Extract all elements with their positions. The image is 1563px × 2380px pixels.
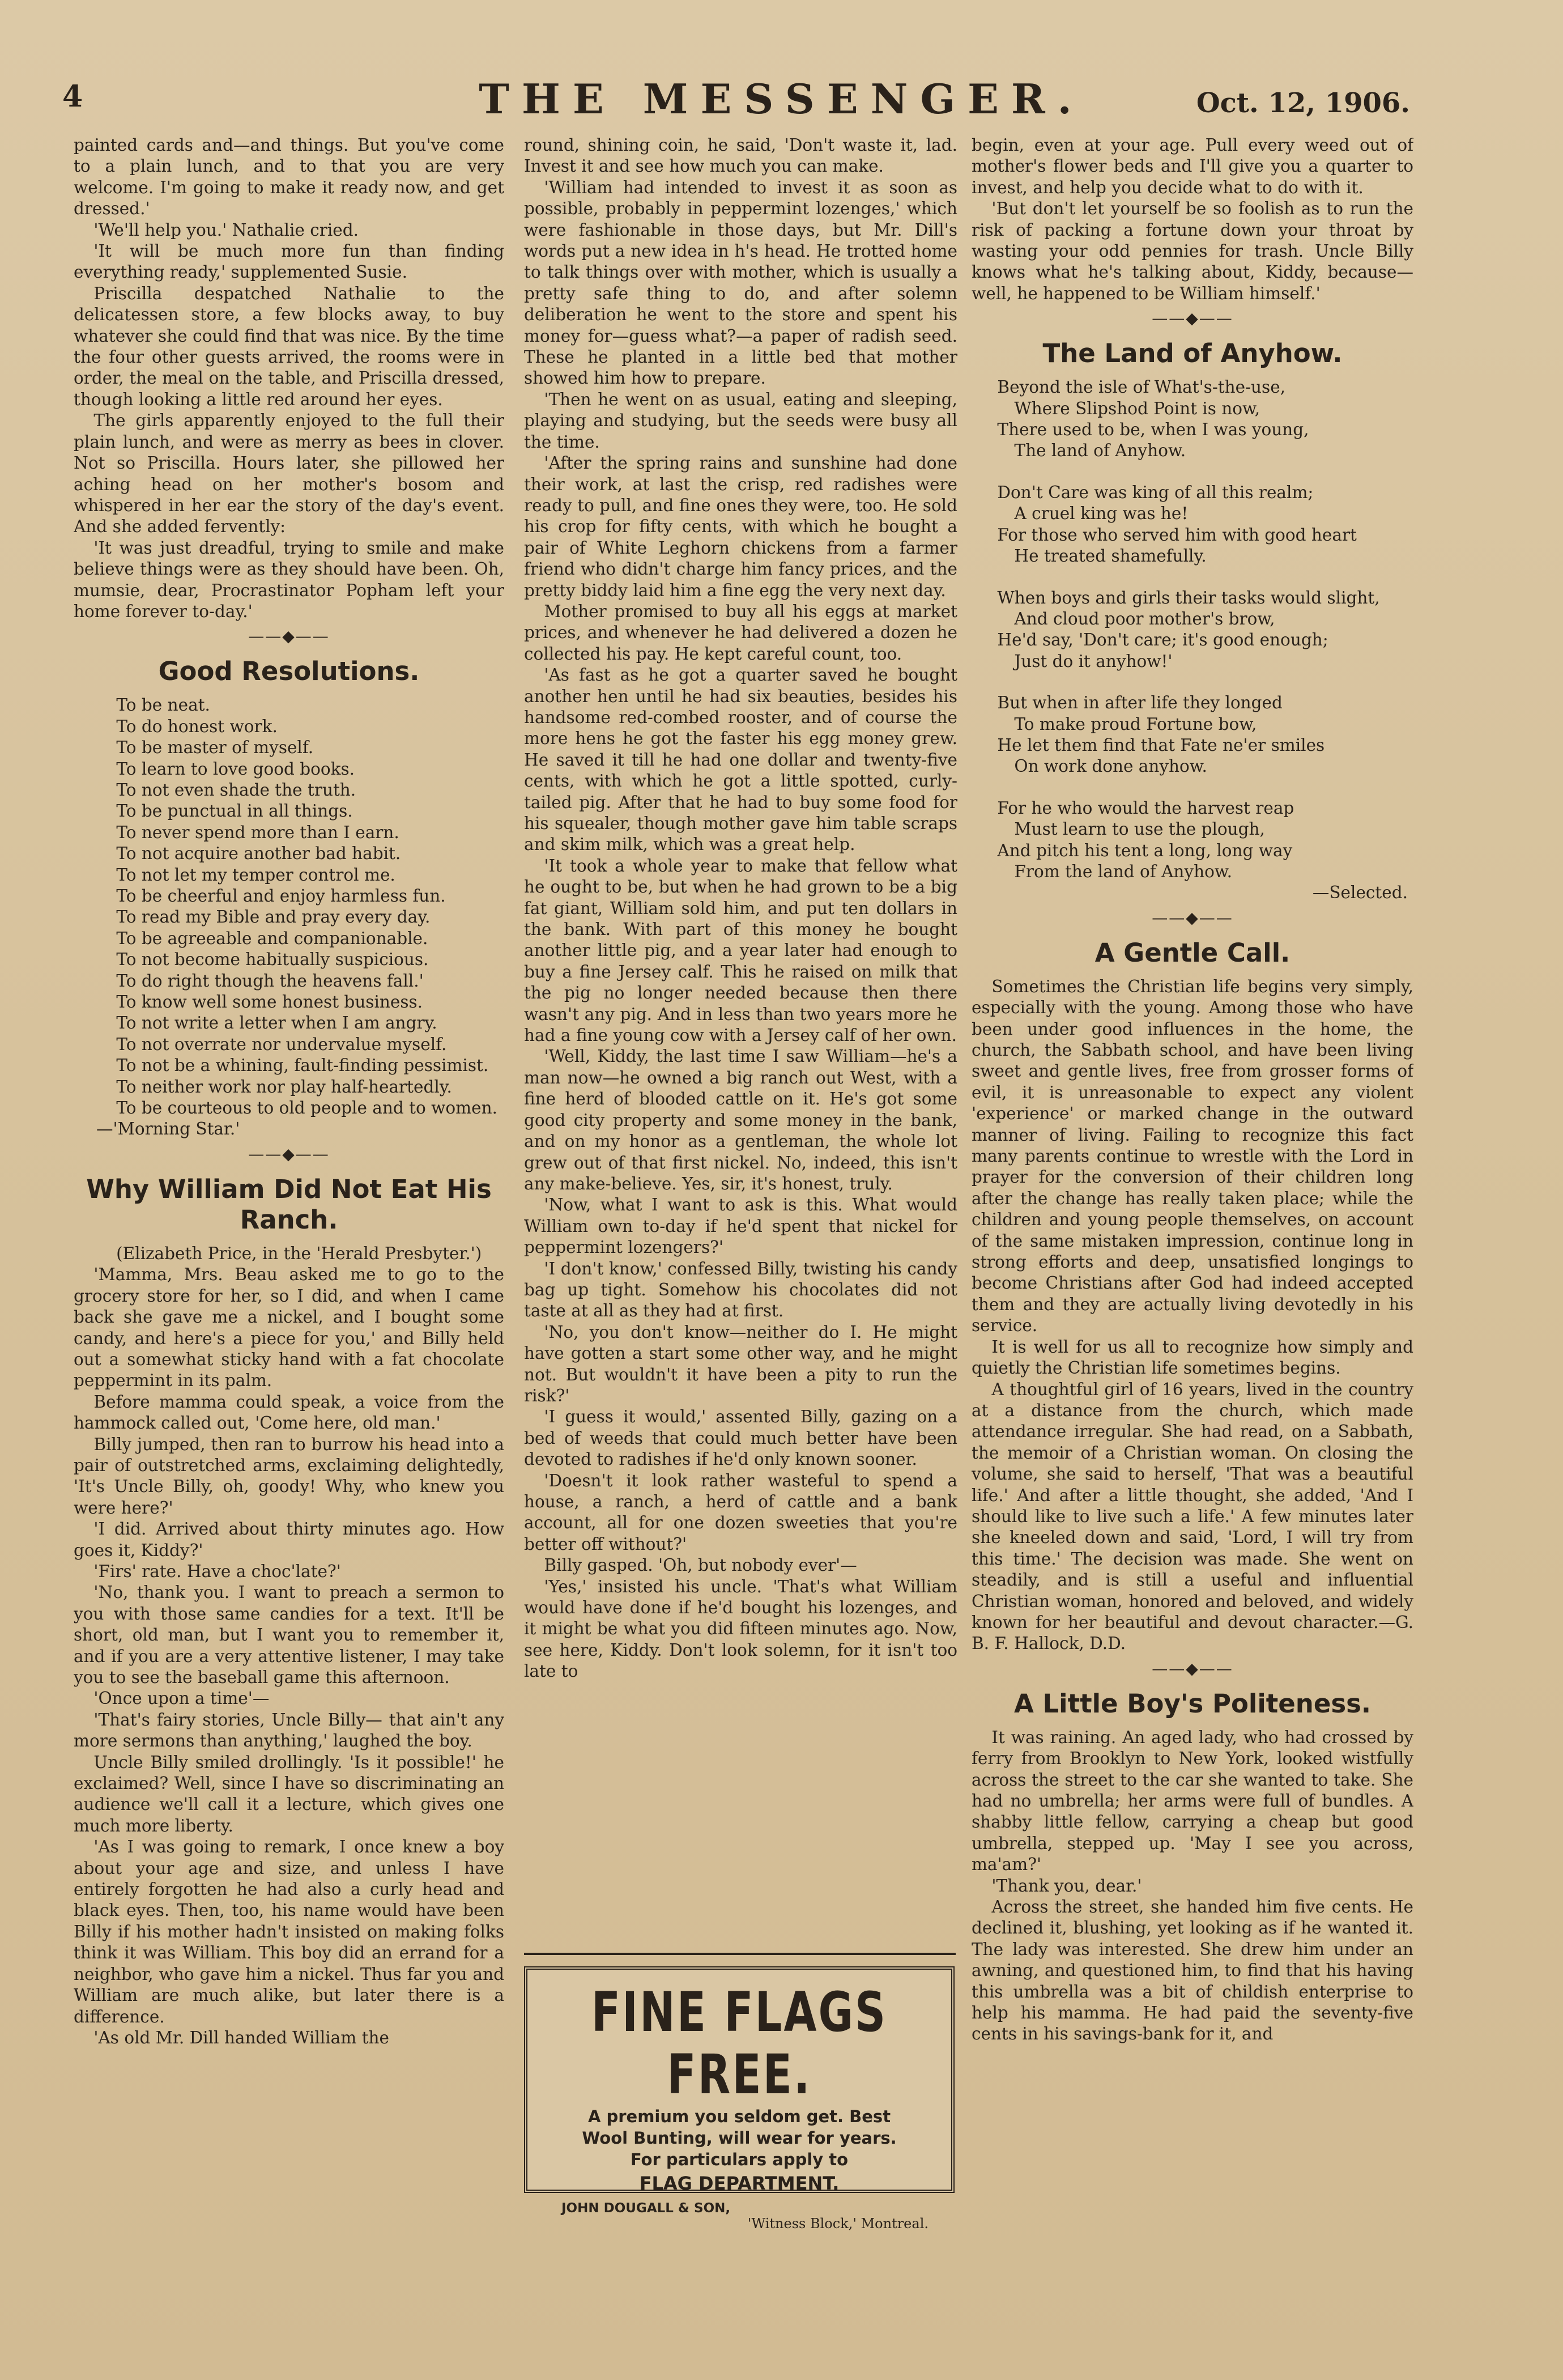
poem-line: For he who would the harvest reap [997, 798, 1294, 818]
poem-line: But when in after life they longed [997, 693, 1283, 713]
paragraph: 'We'll help you.' Nathalie cried. [93, 220, 359, 240]
paragraph: 'I don't know,' confessed Billy, twisting his candy bag up tight. Somehow his chocolates did not taste at all as they had at first. [524, 1259, 957, 1321]
paragraph: 'Firs' rate. Have a choc'late?' [93, 1561, 341, 1581]
paragraph: A thoughtful girl of 16 years, lived in the country at a distance from the church, which made attendance irregular. She had read, on a Sabbath, the memoir of a Christian woman. On closing the volume, she said to herself, 'That was a beautiful life.' And after a little thought, she added, 'And I should like to live such a life.' A few minutes later she kneeled down and said, 'Lord, I will try from this time.' The decision was made. She went on steadily, and is still a useful and influential Christian woman, honored and beloved, and widely known for her beautiful and devout character.—G. B. F. Hallock, D.D. [972, 1379, 1413, 1654]
poem-line: He treated shamefully. [1014, 546, 1207, 566]
resolution-line: To never spend more than I earn. [116, 822, 399, 842]
resolution-line: To read my Bible and pray every day. [116, 907, 431, 927]
column-1 [74, 135, 504, 2278]
paragraph: 'Then he went on as usual, eating and sleeping, playing and studying, but the seeds were busy all the time. [524, 389, 957, 452]
ad-address: 'Witness Block,' Montreal. [747, 2216, 929, 2232]
resolution-line: To not write a letter when I am angry. [116, 1013, 437, 1033]
poem-line: Beyond the isle of What's-the-use, [997, 377, 1286, 397]
resolution-line: To not become habitually suspicious. [116, 950, 429, 970]
poem-line: The land of Anyhow. [1014, 441, 1186, 461]
poem-line: To make proud Fortune bow, [1014, 714, 1257, 734]
column-3 [972, 135, 1413, 2278]
paragraph: 'Once upon a time'— [93, 1689, 270, 1708]
paragraph: 'No, you don't know—neither do I. He might have gotten a start some other way, and he might not. But wouldn't it have been a pity to run the risk?' [524, 1322, 957, 1405]
paragraph: It was raining. An aged lady, who had crossed by ferry from Brooklyn to New York, looked wistfully across the street to the car she wanted to take. She had no umbrella; her arms were full of bundles. A shabby little fellow, carrying a cheap but good umbrella, stepped up. 'May I see you across, ma'am?' [972, 1727, 1413, 1875]
resolution-line: To be agreeable and companionable. [116, 928, 428, 948]
paragraph: It is well for us all to recognize how simply and quietly the Christian life sometimes begins. [972, 1337, 1413, 1378]
resolution-line: To not even shade the truth. [116, 780, 356, 800]
paragraph: 'Thank you, dear.' [991, 1876, 1142, 1896]
paragraph: 'As old Mr. Dill handed William the [93, 2028, 389, 2047]
resolution-line: To be courteous to old people and to women.—'Morning Star.' [96, 1098, 497, 1139]
poem-line: A cruel king was he! [1014, 504, 1189, 524]
paragraph: Before mamma could speak, a voice from the hammock called out, 'Come here, old man.' [74, 1392, 504, 1433]
paragraph: 'Mamma, Mrs. Beau asked me to go to the grocery store for her, so I did, and when I came back she gave me a nickel, and I bought some candy, and here's a piece for you,' and Billy held out a somewhat sticky hand with a fat chocolate peppermint in its palm. [74, 1265, 504, 1391]
poem-line: From the land of Anyhow. [1014, 861, 1232, 881]
paragraph: 'I guess it would,' assented Billy, gazing on a bed of weeds that could much better have been devoted to radishes if he'd only known sooner. [524, 1407, 957, 1469]
resolution-line: To do honest work. [116, 716, 278, 736]
paragraph: Uncle Billy smiled drollingly. 'Is it possible!' he exclaimed? Well, since I have so discriminating an audience we'll call it a lecture, which gives one much more liberty. [74, 1752, 504, 1835]
paragraph: Across the street, she handed him five cents. He declined it, blushing, yet looking as if he wanted it. The lady was interested. She drew him under an awning, and questioned him, to find that his having this umbrella was a bit of childish enterprise to help his mamma. He had paid the seventy-five cents in his savings-bank for it, and [972, 1897, 1413, 2044]
paragraph: 'It took a whole year to make that fellow what he ought to be, but when he had grown to be a big fat giant, William sold him, and put ten dollars in the bank. With part of this money he bought another little pig, and a year later had enough to buy a fine Jersey calf. This he raised on milk that the pig no longer needed because then there wasn't any pig. And in less than two years more he had a fine young cow with a Jersey calf of her own. [524, 856, 957, 1046]
paragraph: round, shining coin, he said, 'Don't waste it, lad. Invest it and see how much you can make. [524, 135, 957, 176]
article-title: A Gentle Call. [1094, 937, 1291, 968]
paragraph: 'After the spring rains and sunshine had done their work, at last the crisp, red radishes were ready to pull, and fine ones they were, too. He sold his crop for fifty cents, with which he bought a pair of White Leghorn chickens from a farmer friend who didn't charge him fancy prices, and the pretty biddy laid him a fine egg the very next day. [524, 453, 957, 600]
poem-line: There used to be, when I was young, [997, 420, 1309, 440]
paragraph: Billy jumped, then ran to burrow his head into a pair of outstretched arms, exclaiming delightedly, 'It's Uncle Billy, oh, goody! Why, who knew you were here?' [74, 1434, 504, 1518]
poem-attribution: —Selected. [1312, 883, 1408, 903]
ad-headline: FINE FLAGS FREE. [591, 1980, 888, 2106]
paragraph: painted cards and—and things. But you've come to a plain lunch, and to that you are very welcome. I'm going to make it ready now, and get dressed.' [74, 135, 504, 219]
paragraph: 'William had intended to invest it as soon as possible, probably in peppermint lozenges,' which were fashionable in those days, but Mr. Dill's words put a new idea in h's head. He trotted home to talk things over with mother, which is usually a pretty safe thing to do, and after solemn deliberation he went to the store and spent his money for—guess what?—a paper of radish seed. These he planted in a little bed that mother showed him how to prepare. [524, 177, 957, 388]
paragraph: 'But don't let yourself be so foolish as to run the risk of packing a fortune down your throat by wasting your odd pennies for trash. Uncle Billy knows what he's talking about, Kiddy, because—well, he happened to be William himself.' [972, 199, 1413, 303]
poem-line: On work done anyhow. [1014, 756, 1207, 776]
poem-line: He let them find that Fate ne'er smiles [997, 735, 1325, 755]
ad-text: Wool Bunting, will wear for years. [582, 2128, 897, 2148]
resolution-line: To not acquire another bad habit. [116, 844, 401, 864]
resolution-line: To neither work nor play half-heartedly. [116, 1077, 452, 1096]
ad-text: For particulars apply to [630, 2150, 849, 2169]
poem-line: And cloud poor mother's brow, [1014, 609, 1275, 628]
paragraph: 'That's fairy stories, Uncle Billy— that ain't any more sermons than anything,' laughed the boy. [74, 1710, 504, 1751]
resolution-line: To not be a whining, fault-finding pessimist. [116, 1056, 489, 1076]
section-separator: ——◆—— [248, 627, 330, 646]
paragraph: Billy gasped. 'Oh, but nobody ever'— [544, 1556, 857, 1575]
section-separator: ——◆—— [1152, 309, 1233, 328]
paragraph: 'Now, what I want to ask is this. What would William own to-day if he'd spent that nickel for peppermint lozengers?' [524, 1195, 957, 1257]
resolution-line: To learn to love good books. [116, 759, 355, 779]
resolution-line: To be neat. [116, 695, 210, 715]
paragraph: 'It will be much more fun than finding everything ready,' supplemented Susie. [74, 241, 504, 282]
issue-date: Oct. 12, 1906. [1196, 87, 1410, 119]
paragraph: 'I did. Arrived about thirty minutes ago. How goes it, Kiddy?' [74, 1519, 504, 1560]
poem-line: Where Slipshod Point is now, [1014, 398, 1260, 418]
page-number: 4 [62, 79, 83, 114]
ad-text: A premium you seldom get. Best [587, 2107, 891, 2126]
article-title: A Little Boy's Politeness. [1014, 1688, 1371, 1719]
column-rule [524, 1953, 956, 1955]
poem-line: For those who served him with good heart [997, 525, 1357, 545]
paragraph: Mother promised to buy all his eggs at market prices, and whenever he had delivered a dozen he collected his pay. He kept careful count, too. [524, 601, 957, 664]
paragraph: 'As fast as he got a quarter saved he bought another hen until he had six beauties, besides his handsome red-combed rooster, and of course the more hens he got the faster his egg money grew. He saved it till he had one dollar and twenty-five cents, with which he got a little spotted, curly-tailed pig. After that he had to buy some food for his squealer, though mother gave him table scraps and skim milk, which was a great help. [524, 665, 957, 855]
paragraph: 'No, thank you. I want to preach a sermon to you with those same candies for a text. It'll be short, old man, but I want you to remember it, and if you are a very attentive listener, I may take you to see the baseball game this afternoon. [74, 1583, 504, 1687]
resolution-line: To do right though the heavens fall.' [116, 971, 424, 991]
resolution-line: To be punctual in all things. [116, 801, 353, 821]
ad-firm: JOHN DOUGALL & SON, [561, 2201, 731, 2216]
section-separator: ——◆—— [1152, 908, 1233, 927]
article-title: Good Resolutions. [158, 656, 420, 687]
ad-department: FLAG DEPARTMENT. [639, 2173, 840, 2194]
paragraph: Priscilla despatched Nathalie to the delicatessen store, a few blocks away, to buy whatever she could find that was nice. By the time the four other guests arrived, the rooms were in order, the meal on the table, and Priscilla dressed, though looking a little red around her eyes. [74, 283, 504, 409]
paragraph: begin, even at your age. Pull every weed out of mother's flower beds and I'll give you a quarter to invest, and help you decide what to do with it. [972, 135, 1413, 197]
paragraph: The girls apparently enjoyed to the full their plain lunch, and were as merry as bees in clover. Not so Priscilla. Hours later, she pillowed her aching head on her mother's bosom and whispered in her ear the story of the day's event. And she added fervently: [74, 411, 504, 537]
resolution-line: To know well some honest business. [116, 992, 423, 1012]
poem-line: And pitch his tent a long, long way [997, 840, 1293, 860]
flags-advertisement [524, 1966, 955, 2232]
poem-line: Must learn to use the plough, [1014, 819, 1265, 839]
article-title: Why William Did Not Eat His Ranch. [86, 1174, 492, 1235]
paragraph: Sometimes the Christian life begins very simply, especially with the young. Among those who have been under good influences in the home, the church, the Sabbath school, and have been living sweet and gentle lives, free from grosser forms of evil, it is unreasonable to expect any violent 'experience' or marked change in the outward manner of living. Failing to recognize this fact many parents continue to wrestle with the Lord in prayer for the conversion of their children long after the change has really taken place; while the children and young people themselves, on account of the same mistaken impression, continue long in strong efforts and deep, unsatisfied longings to become Christians after God had indeed accepted them and they are actually living devotedly in his service. [972, 976, 1413, 1336]
paragraph: 'Well, Kiddy, the last time I saw William—he's a man now—he owned a big ranch out West, with a fine herd of blooded cattle on it. He's got some good city property and some money in the bank, and on my honor as a gentleman, the whole lot grew out of that first nickel. No, indeed, this isn't any make-believe. Yes, sir, it's honest, truly. [524, 1047, 957, 1193]
poem-line: Don't Care was king of all this realm; [997, 482, 1314, 502]
paragraph: 'Yes,' insisted his uncle. 'That's what William would have done if he'd bought his lozenges, and it might be what you did fifteen minutes ago. Now, see here, Kiddy. Don't look solemn, for it isn't too late to [524, 1576, 957, 1681]
article-title: The Land of Anyhow. [1042, 338, 1343, 369]
paragraph: 'As I was going to remark, I once knew a boy about your age and size, and unless I have entirely forgotten he had also a curly head and black eyes. Then, too, his name would have been Billy if his mother hadn't insisted on making folks think it was William. This boy did an errand for a neighbor, who gave him a nickel. Thus far you and William are much alike, but later there is a difference. [74, 1837, 504, 2026]
resolution-line: To be cheerful and enjoy harmless fun. [116, 886, 446, 906]
masthead: THE MESSENGER. [479, 75, 1084, 123]
section-separator: ——◆—— [1152, 1659, 1233, 1678]
paragraph: 'Doesn't it look rather wasteful to spend a house, a ranch, a herd of cattle and a bank account, all for one dozen sweeties that you're better off without?' [524, 1470, 957, 1554]
resolution-line: To not let my temper control me. [116, 865, 395, 885]
poem-line: Just do it anyhow!' [1014, 651, 1173, 671]
paragraph: 'It was just dreadful, trying to smile and make believe things were as they should have been. Oh, mumsie, dear, Procrastinator Popham left your home forever to-day.' [74, 538, 504, 621]
column-2 [524, 135, 957, 1949]
poem-line: He'd say, 'Don't care; it's good enough; [997, 630, 1328, 650]
resolution-line: To be master of myself. [116, 738, 314, 758]
byline: (Elizabeth Price, in the 'Herald Presbyter.') [116, 1243, 482, 1263]
page-header [0, 75, 1563, 142]
resolution-line: To not overrate nor undervalue myself. [116, 1034, 447, 1054]
poem-line: When boys and girls their tasks would slight, [997, 588, 1380, 607]
section-separator: ——◆—— [248, 1144, 330, 1163]
